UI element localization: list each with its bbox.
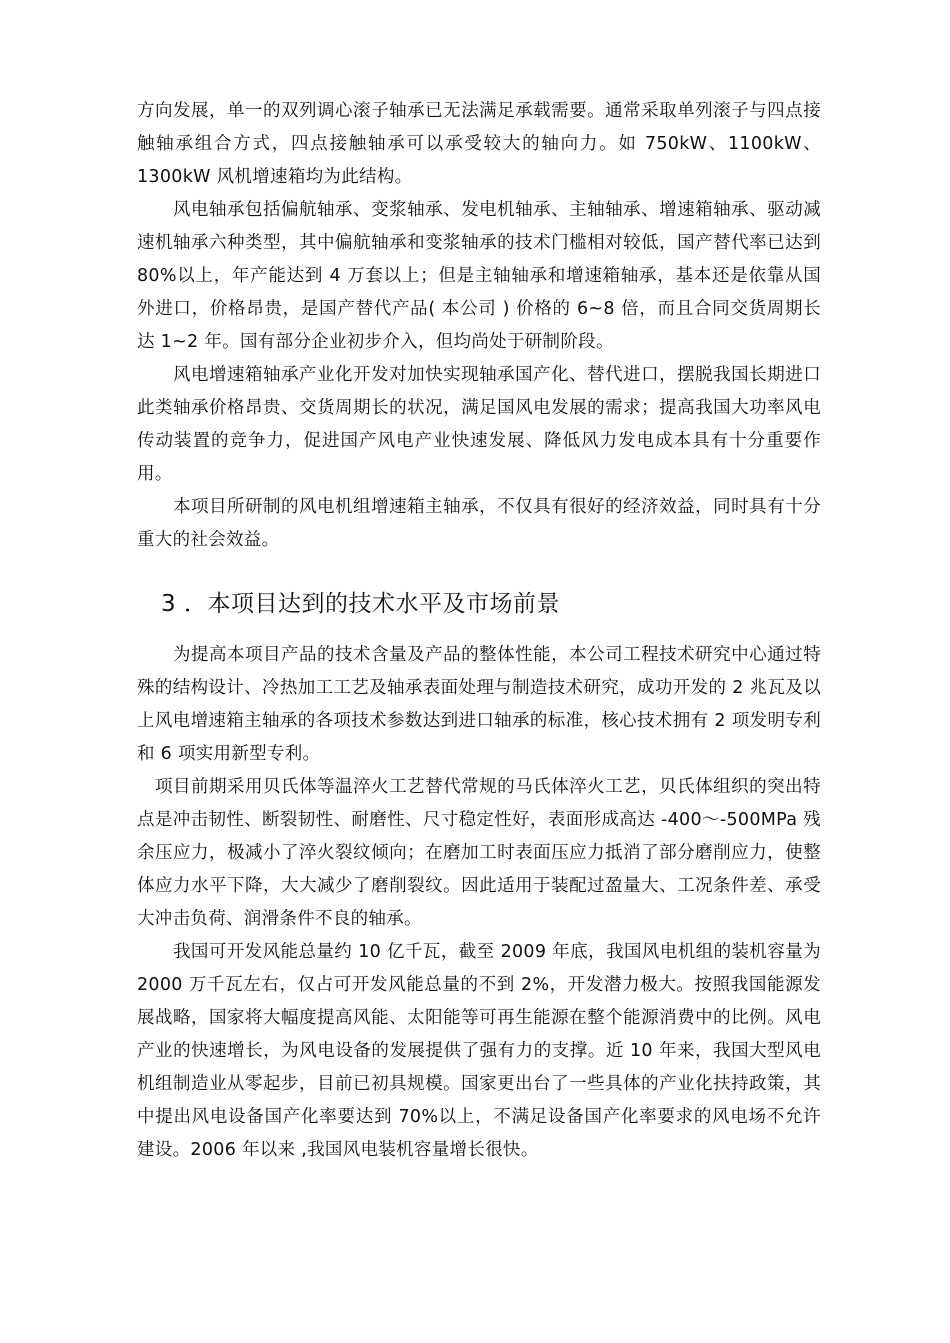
section-heading: 3 ．本项目达到的技术水平及市场前景 xyxy=(161,591,560,617)
paragraph-technical-level: 为提高本项目产品的技术含量及产品的整体性能，本公司工程技术研究中心通过特殊的结构设计、冷热加工工艺及轴承表面处理与制造技术研究，成功开发的 2 兆瓦及以上风电增速箱主轴承的各项技术参数达到进口轴承的标准，核心技术拥有 2 项发明专利和 6 项实用新型专利。 xyxy=(137,645,821,764)
paragraph-industrialization: 风电增速箱轴承产业化开发对加快实现轴承国产化、替代进口，摆脱我国长期进口此类轴承价格昂贵、交货周期长的状况，满足国风电发展的需求；提高我国大功率风电传动装置的竞争力，促进国产风电产业快速发展、降低风力发电成本具有十分重要作用。 xyxy=(137,365,821,484)
paragraph-bearing-structure: 方向发展，单一的双列调心滚子轴承已无法满足承载需要。通常采取单列滚子与四点接触轴承组合方式，四点接触轴承可以承受较大的轴向力。如 750kW、1100kW、1300kW 风机增速箱均为此结构。 xyxy=(137,101,821,187)
paragraph-bearing-types: 风电轴承包括偏航轴承、变浆轴承、发电机轴承、主轴轴承、增速箱轴承、驱动减速机轴承六种类型，其中偏航轴承和变浆轴承的技术门槛相对较低，国产替代率已达到 80%以上，年产能达到 4 万套以上；但是主轴轴承和增速箱轴承，基本还是依靠从国外进口，价格昂贵，是国产替代产品( 本公司 ) 价格的 6~8 倍，而且合同交货周期长达 1~2 年。国有部分企业初步介入，但均尚处于研制阶段。 xyxy=(137,200,821,352)
paragraph-heat-treatment: 项目前期采用贝氏体等温淬火工艺替代常规的马氏体淬火工艺，贝氏体组织的突出特点是冲击韧性、断裂韧性、耐磨性、尺寸稳定性好，表面形成高达 -400～-500MPa 残余压应力，极减小了淬火裂纹倾向；在磨加工时表面压应力抵消了部分磨削应力，使整体应力水平下降，大大减少了磨削裂纹。因此适用于装配过盈量大、工况条件差、承受大冲击负荷、润滑条件不良的轴承。 xyxy=(137,777,821,929)
document-page xyxy=(137,95,821,1167)
paragraph-benefits: 本项目所研制的风电机组增速箱主轴承，不仅具有很好的经济效益，同时具有十分重大的社会效益。 xyxy=(137,497,821,550)
paragraph-market-prospect: 我国可开发风能总量约 10 亿千瓦，截至 2009 年底，我国风电机组的装机容量为 2000 万千瓦左右，仅占可开发风能总量的不到 2%，开发潜力极大。按照我国能源发展战略，国家将大幅度提高风能、太阳能等可再生能源在整个能源消费中的比例。风电产业的快速增长，为风电设备的发展提供了强有力的支撑。近 10 年来，我国大型风电机组制造业从零起步，目前已初具规模。国家更出台了一些具体的产业化扶持政策，其中提出风电设备国产化率要达到 70%以上，不满足设备国产化率要求的风电场不允许建设。2006 年以来 ,我国风电装机容量增长很快。 xyxy=(137,942,821,1160)
